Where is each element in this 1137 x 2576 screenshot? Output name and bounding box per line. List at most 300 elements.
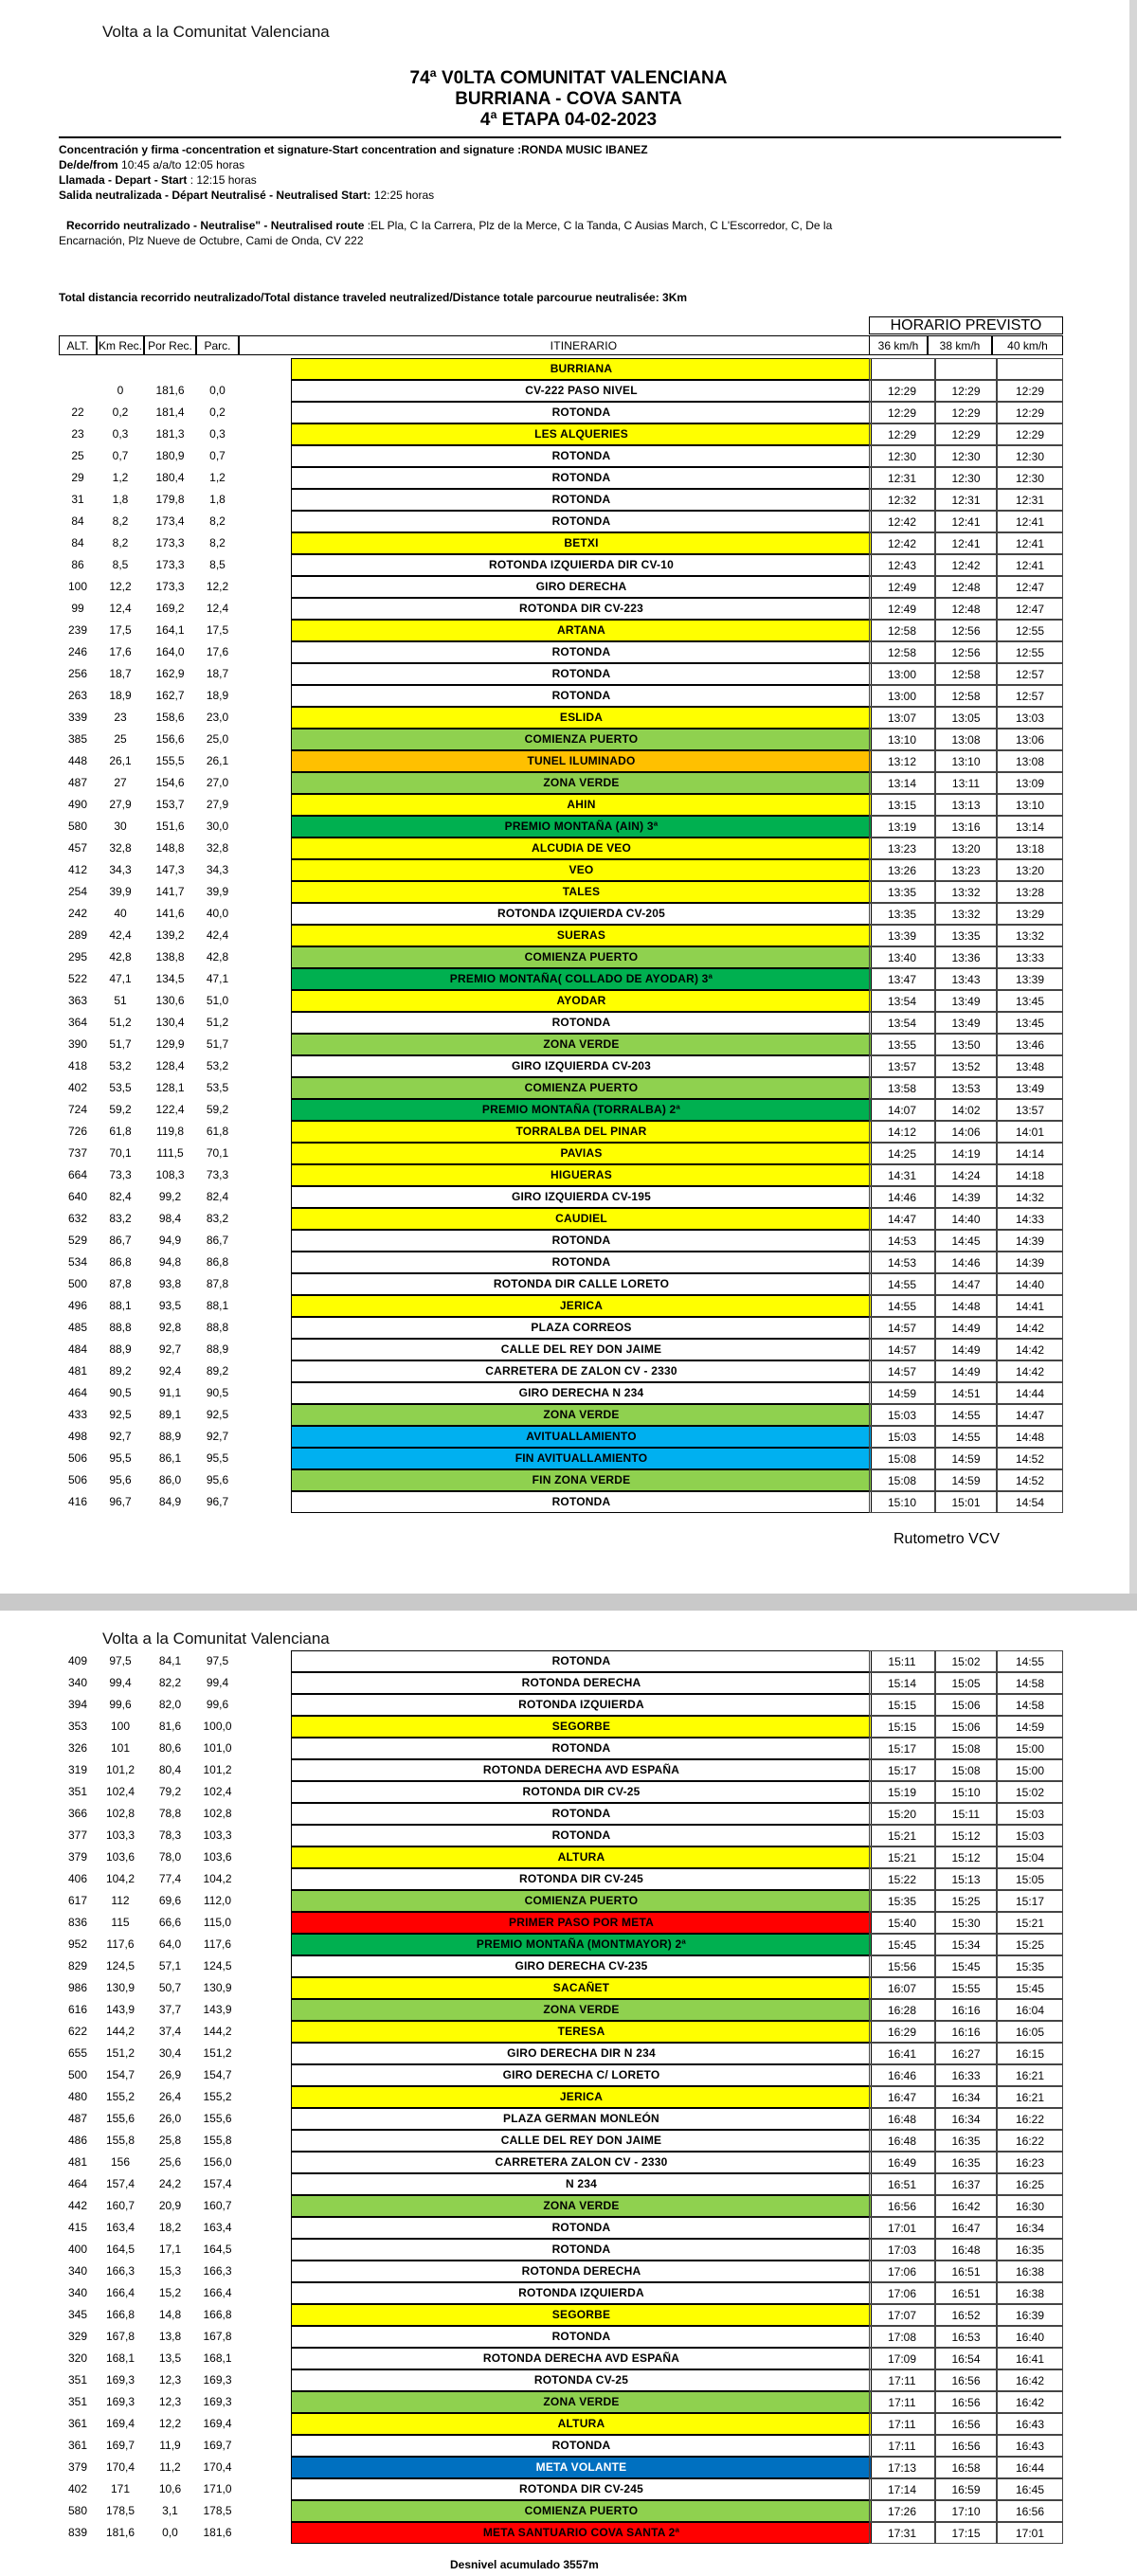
cell-por-rec: 81,6 [158, 1720, 182, 1733]
cell-por-rec: 99,2 [158, 1190, 182, 1203]
cell-itinerario: ROTONDA [291, 1825, 872, 1846]
cell-parc: 42,8 [206, 950, 229, 964]
cell-time-38: 15:10 [935, 1781, 997, 1803]
table-row [59, 794, 1063, 816]
table-row [59, 1360, 1063, 1382]
cell-parc: 166,8 [203, 2308, 232, 2321]
cell-itinerario: GIRO DERECHA [291, 576, 872, 598]
cell-parc: 53,2 [206, 1059, 229, 1072]
cell-itinerario: ROTONDA [291, 1803, 872, 1825]
cell-parc: 166,3 [203, 2264, 232, 2278]
cell-por-rec: 162,9 [155, 667, 185, 680]
route-value-2: Encarnación, Plz Nueve de Octubre, Cami de Onda, CV 222 [59, 234, 364, 247]
cell-time-36: 16:28 [869, 1999, 935, 2021]
cell-time-38: 16:56 [935, 2391, 997, 2413]
cell-parc: 95,5 [206, 1451, 229, 1465]
cell-por-rec: 84,9 [158, 1495, 182, 1508]
cell-time-40: 12:41 [997, 532, 1063, 554]
cell-por-rec: 13,8 [158, 2330, 182, 2343]
cell-itinerario: ROTONDA IZQUIERDA CV-205 [291, 903, 872, 925]
cell-time-40: 13:10 [997, 794, 1063, 816]
running-head: Volta a la Comunitat Valenciana [102, 23, 330, 41]
cell-time-38: 12:41 [935, 511, 997, 532]
cell-time-40: 14:52 [997, 1448, 1063, 1469]
table-row [59, 2478, 1063, 2500]
cell-time-38: 13:32 [935, 903, 997, 925]
cell-time-40: 16:35 [997, 2239, 1063, 2261]
cell-time-36: 13:58 [869, 1077, 935, 1099]
cell-alt: 485 [67, 1321, 88, 1334]
cell-time-36: 17:11 [869, 2435, 935, 2457]
cell-parc: 47,1 [206, 972, 229, 985]
cell-alt: 402 [67, 2482, 88, 2495]
cell-km-rec: 166,3 [105, 2264, 135, 2278]
cell-por-rec: 92,7 [158, 1342, 182, 1356]
cell-alt: 363 [67, 994, 88, 1007]
cell-time-38: 15:30 [935, 1912, 997, 1934]
cell-itinerario: ZONA VERDE [291, 1034, 872, 1055]
cell-parc: 169,4 [203, 2417, 232, 2430]
cell-itinerario: ROTONDA [291, 1738, 872, 1759]
cell-itinerario: AVITUALLAMIENTO [291, 1426, 872, 1448]
cell-km-rec: 42,8 [109, 950, 132, 964]
cell-itinerario: JERICA [291, 1295, 872, 1317]
cell-time-36: 16:41 [869, 2043, 935, 2064]
table-row [59, 489, 1063, 511]
cell-km-rec: 92,5 [109, 1408, 132, 1421]
cell-alt: 351 [67, 2373, 88, 2387]
cell-km-rec: 88,9 [109, 1342, 132, 1356]
cell-time-40: 16:42 [997, 2391, 1063, 2413]
cell-parc: 160,7 [203, 2199, 232, 2212]
cell-time-40: 13:03 [997, 707, 1063, 729]
cell-alt: 406 [67, 1872, 88, 1885]
cell-time-40: 16:05 [997, 2021, 1063, 2043]
cell-time-36: 12:58 [869, 620, 935, 641]
cell-time-40: 12:47 [997, 598, 1063, 620]
cell-parc: 40,0 [206, 907, 229, 920]
cell-km-rec: 154,7 [105, 2068, 135, 2081]
cell-time-36: 14:46 [869, 1186, 935, 1208]
cell-alt: 529 [67, 1234, 88, 1247]
cell-por-rec: 13,5 [158, 2351, 182, 2365]
cell-time-38: 12:42 [935, 554, 997, 576]
col-38kmh: 38 km/h [928, 335, 992, 355]
cell-itinerario: ALCUDIA DE VEO [291, 838, 872, 859]
cell-time-38: 15:08 [935, 1759, 997, 1781]
cell-time-40: 14:47 [997, 1404, 1063, 1426]
cell-por-rec: 129,9 [155, 1037, 185, 1051]
cell-alt: 239 [67, 623, 88, 637]
cell-time-36: 12:42 [869, 532, 935, 554]
cell-alt: 295 [67, 950, 88, 964]
cell-time-38: 14:59 [935, 1469, 997, 1491]
cell-time-40: 14:14 [997, 1143, 1063, 1164]
cell-por-rec: 18,2 [158, 2221, 182, 2234]
cell-time-36: 14:12 [869, 1121, 935, 1143]
cell-time-38: 14:55 [935, 1404, 997, 1426]
table-row [59, 1694, 1063, 1716]
cell-time-40: 12:29 [997, 380, 1063, 402]
cell-time-40: 12:29 [997, 423, 1063, 445]
cell-por-rec: 153,7 [155, 798, 185, 811]
cell-alt: 839 [67, 2526, 88, 2539]
cell-time-36: 14:53 [869, 1230, 935, 1252]
cell-km-rec: 42,4 [109, 928, 132, 942]
cell-itinerario: CARRETERA DE ZALON CV - 2330 [291, 1360, 872, 1382]
cell-por-rec: 151,6 [155, 820, 185, 833]
cell-por-rec: 86,0 [158, 1473, 182, 1486]
cell-time-36: 15:17 [869, 1759, 935, 1781]
desnivel-acumulado: Desnivel acumulado 3557m [450, 2558, 599, 2571]
cell-parc: 25,0 [206, 732, 229, 746]
cell-km-rec: 157,4 [105, 2177, 135, 2190]
cell-time-36 [869, 358, 935, 380]
cell-parc: 157,4 [203, 2177, 232, 2190]
cell-time-38: 14:02 [935, 1099, 997, 1121]
table-row [59, 2108, 1063, 2130]
cell-por-rec: 173,3 [155, 580, 185, 593]
table-row [59, 1890, 1063, 1912]
cell-km-rec: 53,2 [109, 1059, 132, 1072]
cell-time-38: 13:52 [935, 1055, 997, 1077]
cell-itinerario: ROTONDA DERECHA [291, 2261, 872, 2282]
cell-alt: 329 [67, 2330, 88, 2343]
cell-time-36: 13:54 [869, 990, 935, 1012]
cell-time-38: 13:05 [935, 707, 997, 729]
cell-time-40: 16:41 [997, 2348, 1063, 2369]
cell-alt: 457 [67, 841, 88, 855]
cell-parc: 117,6 [203, 1937, 232, 1951]
cell-por-rec: 78,3 [158, 1828, 182, 1842]
table-row [59, 2413, 1063, 2435]
from-info [59, 157, 244, 172]
cell-parc: 86,8 [206, 1255, 229, 1269]
cell-parc: 166,4 [203, 2286, 232, 2299]
cell-time-36: 12:32 [869, 489, 935, 511]
cell-itinerario: META SANTUARIO COVA SANTA 2ª [291, 2522, 872, 2544]
cell-parc: 115,0 [203, 1916, 232, 1929]
cell-time-40: 14:58 [997, 1694, 1063, 1716]
cell-por-rec: 82,0 [158, 1698, 182, 1711]
cell-time-40: 14:48 [997, 1426, 1063, 1448]
cell-alt: 254 [67, 885, 88, 898]
table-row [59, 2369, 1063, 2391]
cell-por-rec: 94,8 [158, 1255, 182, 1269]
cell-parc: 18,7 [206, 667, 229, 680]
cell-itinerario: PLAZA GERMAN MONLEÓN [291, 2108, 872, 2130]
cell-time-36: 17:06 [869, 2261, 935, 2282]
table-row [59, 1252, 1063, 1273]
cell-alt: 390 [67, 1037, 88, 1051]
cell-itinerario: ALTURA [291, 1846, 872, 1868]
cell-time-38: 13:49 [935, 1012, 997, 1034]
cell-alt: 617 [67, 1894, 88, 1907]
cell-por-rec: 119,8 [155, 1125, 185, 1138]
cell-time-36: 14:55 [869, 1295, 935, 1317]
cell-km-rec: 0,3 [112, 427, 129, 441]
cell-itinerario: ROTONDA [291, 2326, 872, 2348]
cell-time-36: 13:35 [869, 903, 935, 925]
cell-itinerario: PREMIO MONTAÑA (AIN) 3ª [291, 816, 872, 838]
cell-time-38: 16:16 [935, 2021, 997, 2043]
cell-km-rec: 90,5 [109, 1386, 132, 1399]
cell-itinerario: META VOLANTE [291, 2457, 872, 2478]
cell-km-rec: 99,6 [109, 1698, 132, 1711]
cell-alt: 340 [67, 1676, 88, 1689]
cell-alt: 326 [67, 1741, 88, 1755]
cell-alt: 986 [67, 1981, 88, 1994]
cell-alt: 256 [67, 667, 88, 680]
cell-parc: 8,2 [209, 536, 226, 549]
cell-time-36: 17:13 [869, 2457, 935, 2478]
cell-alt: 366 [67, 1807, 88, 1820]
cell-time-40: 13:20 [997, 859, 1063, 881]
cell-km-rec: 101 [110, 1741, 131, 1755]
cell-parc: 18,9 [206, 689, 229, 702]
cell-itinerario: ROTONDA [291, 467, 872, 489]
cell-time-36: 12:49 [869, 576, 935, 598]
cell-time-38: 16:52 [935, 2304, 997, 2326]
cell-itinerario: ROTONDA DIR CV-245 [291, 1868, 872, 1890]
cell-por-rec: 93,5 [158, 1299, 182, 1312]
table-row [59, 1977, 1063, 1999]
cell-km-rec: 124,5 [105, 1959, 135, 1973]
table-row [59, 2500, 1063, 2522]
cell-por-rec: 57,1 [158, 1959, 182, 1973]
cell-parc: 70,1 [206, 1146, 229, 1160]
cell-itinerario: N 234 [291, 2173, 872, 2195]
cell-parc: 155,8 [203, 2134, 232, 2147]
cell-time-38: 12:58 [935, 685, 997, 707]
cell-por-rec: 92,4 [158, 1364, 182, 1378]
cell-alt: 480 [67, 2090, 88, 2103]
cell-itinerario: CARRETERA ZALON CV - 2330 [291, 2152, 872, 2173]
cell-time-40: 14:44 [997, 1382, 1063, 1404]
cell-time-38: 15:05 [935, 1672, 997, 1694]
table-row [59, 2021, 1063, 2043]
from-value: 10:45 a/a/to 12:05 horas [117, 158, 245, 171]
cell-time-38: 16:51 [935, 2282, 997, 2304]
cell-por-rec: 128,1 [155, 1081, 185, 1094]
cell-time-40: 14:58 [997, 1672, 1063, 1694]
cell-time-40: 13:28 [997, 881, 1063, 903]
cell-por-rec: 92,8 [158, 1321, 182, 1334]
cell-alt: 340 [67, 2264, 88, 2278]
cell-alt: 481 [67, 2155, 88, 2169]
cell-parc: 97,5 [206, 1654, 229, 1667]
table-row [59, 685, 1063, 707]
cell-time-38: 17:10 [935, 2500, 997, 2522]
cell-alt: 464 [67, 1386, 88, 1399]
cell-km-rec: 32,8 [109, 841, 132, 855]
title-line-3: 4ª ETAPA 04-02-2023 [479, 110, 658, 130]
cell-itinerario: ROTONDA DIR CV-223 [291, 598, 872, 620]
cell-alt: 379 [67, 1850, 88, 1864]
cell-por-rec: 180,4 [155, 471, 185, 484]
cell-parc: 90,5 [206, 1386, 229, 1399]
cell-km-rec: 155,6 [105, 2112, 135, 2125]
cell-por-rec: 173,4 [155, 514, 185, 528]
cell-time-40: 14:42 [997, 1339, 1063, 1360]
table-row [59, 1803, 1063, 1825]
cell-itinerario: ROTONDA [291, 2217, 872, 2239]
cell-time-36: 12:29 [869, 380, 935, 402]
cell-por-rec: 162,7 [155, 689, 185, 702]
cell-por-rec: 14,8 [158, 2308, 182, 2321]
cell-por-rec: 141,7 [155, 885, 185, 898]
table-row [59, 1099, 1063, 1121]
cell-time-38: 13:08 [935, 729, 997, 750]
cell-parc: 51,7 [206, 1037, 229, 1051]
cell-km-rec: 102,4 [105, 1785, 135, 1798]
cell-parc [196, 358, 239, 380]
cell-alt: 487 [67, 2112, 88, 2125]
cell-km-rec: 1,8 [112, 493, 129, 506]
cell-time-38 [935, 358, 997, 380]
cell-time-40: 15:03 [997, 1803, 1063, 1825]
cell-time-38: 13:23 [935, 859, 997, 881]
cell-time-36: 13:57 [869, 1055, 935, 1077]
cell-por-rec: 111,5 [156, 1146, 184, 1160]
table-row [59, 1716, 1063, 1738]
cell-time-38: 16:47 [935, 2217, 997, 2239]
table-row [59, 2043, 1063, 2064]
cell-km-rec: 143,9 [105, 2003, 135, 2016]
cell-por-rec: 30,4 [158, 2046, 182, 2060]
cell-time-40: 13:14 [997, 816, 1063, 838]
cell-parc: 181,6 [203, 2526, 232, 2539]
cell-alt: 664 [67, 1168, 88, 1181]
cell-time-36: 15:21 [869, 1825, 935, 1846]
cell-time-40: 16:39 [997, 2304, 1063, 2326]
cell-parc: 73,3 [206, 1168, 229, 1181]
cell-time-40: 14:39 [997, 1252, 1063, 1273]
cell-parc: 61,8 [206, 1125, 229, 1138]
cell-time-40: 13:09 [997, 772, 1063, 794]
cell-time-36: 12:42 [869, 511, 935, 532]
cell-por-rec: 164,0 [155, 645, 185, 658]
cell-parc: 169,3 [203, 2395, 232, 2408]
cell-parc: 96,7 [206, 1495, 229, 1508]
cell-time-36: 17:11 [869, 2413, 935, 2435]
cell-alt: 86 [71, 558, 84, 571]
cell-time-40: 16:21 [997, 2064, 1063, 2086]
table-row [59, 1759, 1063, 1781]
cell-alt: 289 [67, 928, 88, 942]
cell-km-rec: 178,5 [105, 2504, 135, 2517]
cell-km-rec: 26,1 [109, 754, 132, 767]
cell-alt: 340 [67, 2286, 88, 2299]
cell-time-36: 17:11 [869, 2391, 935, 2413]
cell-alt: 377 [67, 1828, 88, 1842]
cell-por-rec: 88,9 [158, 1430, 182, 1443]
table-row [59, 2457, 1063, 2478]
cell-time-38: 14:49 [935, 1360, 997, 1382]
cell-por-rec: 0,0 [162, 2526, 178, 2539]
cell-time-38: 14:06 [935, 1121, 997, 1143]
cell-time-36: 13:26 [869, 859, 935, 881]
cell-itinerario: PREMIO MONTAÑA (TORRALBA) 2ª [291, 1099, 872, 1121]
cell-por-rec: 158,6 [155, 711, 185, 724]
cell-km-rec: 18,9 [109, 689, 132, 702]
cell-km-rec: 104,2 [105, 1872, 135, 1885]
table-row [59, 554, 1063, 576]
rutometro-label: Rutometro VCV [893, 1531, 1001, 1547]
cell-parc: 154,7 [203, 2068, 232, 2081]
cell-time-38: 12:48 [935, 576, 997, 598]
cell-km-rec: 166,8 [105, 2308, 135, 2321]
title-line-1: 74ª V0LTA COMUNITAT VALENCIANA [409, 68, 728, 88]
cell-parc: 104,2 [203, 1872, 232, 1885]
cell-time-38: 16:59 [935, 2478, 997, 2500]
cell-time-38: 15:13 [935, 1868, 997, 1890]
table-row [59, 968, 1063, 990]
cell-itinerario: COMIENZA PUERTO [291, 729, 872, 750]
cell-parc: 26,1 [206, 754, 229, 767]
cell-parc: 124,5 [203, 1959, 232, 1973]
cell-alt: 25 [71, 449, 84, 462]
cell-por-rec: 78,8 [158, 1807, 182, 1820]
cell-parc: 167,8 [203, 2330, 232, 2343]
cell-km-rec: 167,8 [105, 2330, 135, 2343]
cell-time-36: 16:49 [869, 2152, 935, 2173]
cell-time-38: 15:06 [935, 1716, 997, 1738]
cell-km-rec: 155,2 [105, 2090, 135, 2103]
cell-time-40: 14:59 [997, 1716, 1063, 1738]
cell-km-rec: 163,4 [105, 2221, 135, 2234]
cell-km-rec: 115 [111, 1916, 130, 1929]
cell-time-40: 16:56 [997, 2500, 1063, 2522]
col-itinerario: ITINERARIO [239, 335, 929, 355]
title-divider [59, 136, 1061, 138]
route-value-1: :EL Pla, C Ia Carrera, Plz de la Merce, C la Tanda, C Ausias March, C L'Escorredor, C, De la [364, 219, 833, 232]
cell-itinerario: COMIENZA PUERTO [291, 946, 872, 968]
cell-time-36: 16:07 [869, 1977, 935, 1999]
from-label: De/de/from [59, 158, 118, 171]
title-line-2: BURRIANA - COVA SANTA [455, 89, 682, 109]
cell-parc: 170,4 [203, 2460, 232, 2474]
cell-time-36: 16:29 [869, 2021, 935, 2043]
cell-time-38: 14:55 [935, 1426, 997, 1448]
table-row [59, 1143, 1063, 1164]
cell-km-rec: 112 [111, 1894, 130, 1907]
cell-por-rec: 89,1 [158, 1408, 182, 1421]
cell-time-40: 16:40 [997, 2326, 1063, 2348]
cell-parc: 156,0 [203, 2155, 232, 2169]
cell-time-36: 16:56 [869, 2195, 935, 2217]
cell-por-rec: 3,1 [162, 2504, 178, 2517]
cell-por-rec: 12,2 [158, 2417, 182, 2430]
cell-time-38: 14:40 [935, 1208, 997, 1230]
cell-time-38: 15:08 [935, 1738, 997, 1759]
cell-alt: 409 [67, 1654, 88, 1667]
table-row [59, 1955, 1063, 1977]
table-row [59, 1034, 1063, 1055]
cell-por-rec: 10,6 [158, 2482, 182, 2495]
table-row [59, 1164, 1063, 1186]
cell-time-36: 17:31 [869, 2522, 935, 2544]
cell-time-36: 14:57 [869, 1360, 935, 1382]
table-row [59, 1208, 1063, 1230]
cell-km-rec: 8,2 [112, 536, 129, 549]
cell-time-38: 16:16 [935, 1999, 997, 2021]
cell-alt: 829 [67, 1959, 88, 1973]
cell-time-38: 15:01 [935, 1491, 997, 1513]
cell-itinerario: ROTONDA [291, 2435, 872, 2457]
cell-time-36: 13:39 [869, 925, 935, 946]
cell-time-38: 13:36 [935, 946, 997, 968]
